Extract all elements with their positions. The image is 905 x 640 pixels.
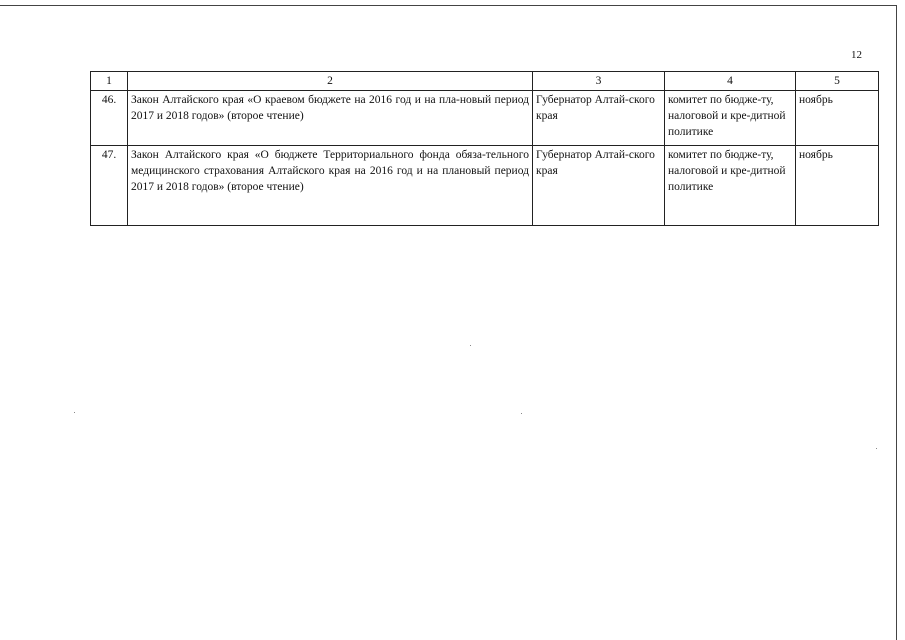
column-header-title: 2: [128, 72, 533, 91]
consideration-month: ноябрь: [796, 91, 879, 146]
law-title: Закон Алтайского края «О краевом бюджете на 2016 год и на пла-новый период 2017 и 2018 годов» (второе чтение): [128, 91, 533, 146]
row-number: 46.: [91, 91, 128, 146]
initiator: Губернатор Алтай-ского края: [533, 146, 665, 226]
scan-speck: [876, 448, 877, 449]
initiator: Губернатор Алтай-ского края: [533, 91, 665, 146]
table-row: [91, 146, 879, 226]
column-header-month: 5: [796, 72, 879, 91]
legislation-plan-table: [90, 71, 879, 226]
scan-speck: [521, 413, 522, 414]
scan-edge-right: [896, 5, 897, 640]
column-header-initiator: 3: [533, 72, 665, 91]
law-title: Закон Алтайского края «О бюджете Территориального фонда обяза-тельного медицинского страхования Алтайского края на 2016 год и на плановый период 2017 и 2018 годов» (второе чтение): [128, 146, 533, 226]
scan-speck: [74, 412, 75, 413]
column-header-committee: 4: [665, 72, 796, 91]
table-row: [91, 91, 879, 146]
responsible-committee: комитет по бюдже-ту, налоговой и кре-дитной политике: [665, 146, 796, 226]
scan-edge-top: [0, 5, 897, 6]
row-number: 47.: [91, 146, 128, 226]
page-number: 12: [851, 49, 862, 61]
scan-speck: [470, 345, 471, 346]
table-header-row: [91, 72, 879, 91]
responsible-committee: комитет по бюдже-ту, налоговой и кре-дитной политике: [665, 91, 796, 146]
consideration-month: ноябрь: [796, 146, 879, 226]
column-header-number: 1: [91, 72, 128, 91]
